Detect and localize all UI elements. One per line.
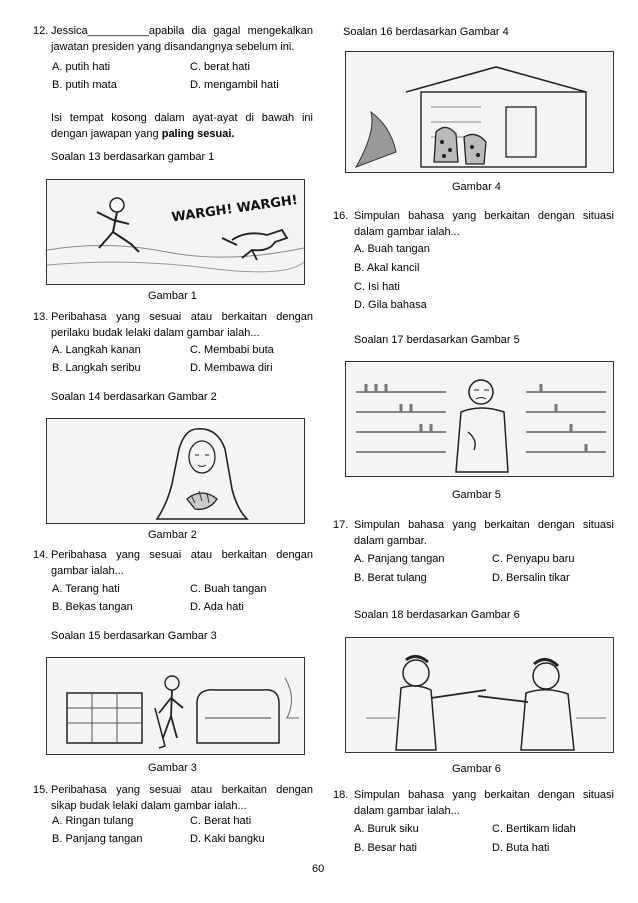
soalan-18-caption: Soalan 18 berdasarkan Gambar 6 — [354, 609, 520, 621]
question-15 — [33, 782, 313, 814]
option-d[interactable]: D. Buta hati — [492, 842, 550, 854]
figure-2-label: Gambar 2 — [148, 529, 197, 541]
option-a[interactable]: A. Panjang tangan — [354, 553, 445, 565]
question-17 — [333, 517, 614, 549]
option-c[interactable]: C. Buah tangan — [190, 583, 267, 595]
question-18 — [333, 787, 614, 819]
option-a[interactable]: A. Terang hati — [52, 583, 120, 595]
question-text: Simpulan bahasa yang berkaitan dengan situasi — [354, 519, 614, 531]
question-text: Peribahasa yang sesuai atau berkaitan dengan — [51, 311, 313, 323]
option-b[interactable]: B. putih mata — [52, 79, 117, 91]
option-d[interactable]: D. Ada hati — [190, 601, 244, 613]
option-c[interactable]: C. Isi hati — [354, 281, 400, 293]
question-number: 18. — [333, 789, 349, 801]
option-b[interactable]: B. Besar hati — [354, 842, 417, 854]
question-text: Simpulan bahasa yang berkaitan dengan situasi — [354, 789, 614, 801]
option-c[interactable]: C. Penyapu baru — [492, 553, 575, 565]
question-16 — [333, 208, 614, 240]
option-d[interactable]: D. Gila bahasa — [354, 299, 427, 311]
instruction: Isi tempat kosong dalam ayat-ayat di bawah ini dengan jawapan yang paling sesuai. — [51, 112, 313, 140]
question-13 — [33, 309, 313, 341]
question-text: Simpulan bahasa yang berkaitan dengan situasi — [354, 210, 614, 222]
figure-5-label: Gambar 5 — [452, 489, 501, 501]
question-text-line2: jawatan presiden yang disandangnya sebelum ini. — [51, 41, 295, 53]
option-a[interactable]: A. Buruk siku — [354, 823, 419, 835]
figure-4-image — [345, 51, 614, 173]
soalan-16-caption: Soalan 16 berdasarkan Gambar 4 — [343, 26, 509, 38]
option-b[interactable]: B. Langkah seribu — [52, 362, 141, 374]
figure-3-label: Gambar 3 — [148, 762, 197, 774]
figure-1-label: Gambar 1 — [148, 290, 197, 302]
soalan-17-caption: Soalan 17 berdasarkan Gambar 5 — [354, 334, 520, 346]
figure-4-label: Gambar 4 — [452, 181, 501, 193]
option-a[interactable]: A. Langkah kanan — [52, 344, 141, 356]
option-a[interactable]: A. Buah tangan — [354, 243, 430, 255]
option-b[interactable]: B. Berat tulang — [354, 572, 427, 584]
question-text: Peribahasa yang sesuai atau berkaitan dengan — [51, 784, 313, 796]
question-text-line2: dalam gambar ialah... — [354, 805, 460, 817]
soalan-15-caption: Soalan 15 berdasarkan Gambar 3 — [51, 630, 217, 642]
option-c[interactable]: C. berat hati — [190, 61, 250, 73]
page-number: 60 — [312, 863, 325, 875]
option-d[interactable]: D. mengambil hati — [190, 79, 279, 91]
option-d[interactable]: D. Kaki bangku — [190, 833, 265, 845]
figure-1-image — [46, 179, 305, 285]
question-text-line2: perilaku budak lelaki dalam gambar ialah... — [51, 327, 260, 339]
option-d[interactable]: D. Bersalin tikar — [492, 572, 570, 584]
question-14 — [33, 547, 313, 579]
question-text: Peribahasa yang sesuai atau berkaitan dengan — [51, 549, 313, 561]
soalan-14-caption: Soalan 14 berdasarkan Gambar 2 — [51, 391, 217, 403]
figure-3-image — [46, 657, 305, 755]
question-number: 17. — [333, 519, 349, 531]
soalan-13-caption: Soalan 13 berdasarkan gambar 1 — [51, 151, 215, 163]
question-number: 16. — [333, 210, 349, 222]
question-text-line2: dalam gambar. — [354, 535, 427, 547]
figure-2-image — [46, 418, 305, 524]
question-text: Jessica__________apabila dia gagal mengekalkan — [51, 25, 313, 37]
question-text-line2: gambar ialah... — [51, 565, 124, 577]
figure-6-image — [345, 637, 614, 753]
option-b[interactable]: B. Bekas tangan — [52, 601, 133, 613]
option-a[interactable]: A. putih hati — [52, 61, 111, 73]
option-d[interactable]: D. Membawa diri — [190, 362, 273, 374]
dog-bark-text: WARGH! WARGH! — [170, 192, 299, 226]
option-c[interactable]: C. Membabi buta — [190, 344, 274, 356]
question-number: 13. — [33, 311, 49, 323]
option-c[interactable]: C. Bertikam lidah — [492, 823, 576, 835]
question-number: 15. — [33, 784, 49, 796]
option-b[interactable]: B. Akal kancil — [354, 262, 420, 274]
option-c[interactable]: C. Berat hati — [190, 815, 252, 827]
question-12 — [33, 23, 313, 55]
figure-6-label: Gambar 6 — [452, 763, 501, 775]
question-number: 12. — [33, 25, 49, 37]
option-b[interactable]: B. Panjang tangan — [52, 833, 143, 845]
figure-5-image — [345, 361, 614, 477]
question-text-line2: sikap budak lelaki dalam gambar ialah... — [51, 800, 247, 812]
question-text-line2: dalam gambar ialah... — [354, 226, 460, 238]
option-a[interactable]: A. Ringan tulang — [52, 815, 134, 827]
emphasis-text: paling sesuai. — [161, 128, 235, 140]
question-number: 14. — [33, 549, 49, 561]
